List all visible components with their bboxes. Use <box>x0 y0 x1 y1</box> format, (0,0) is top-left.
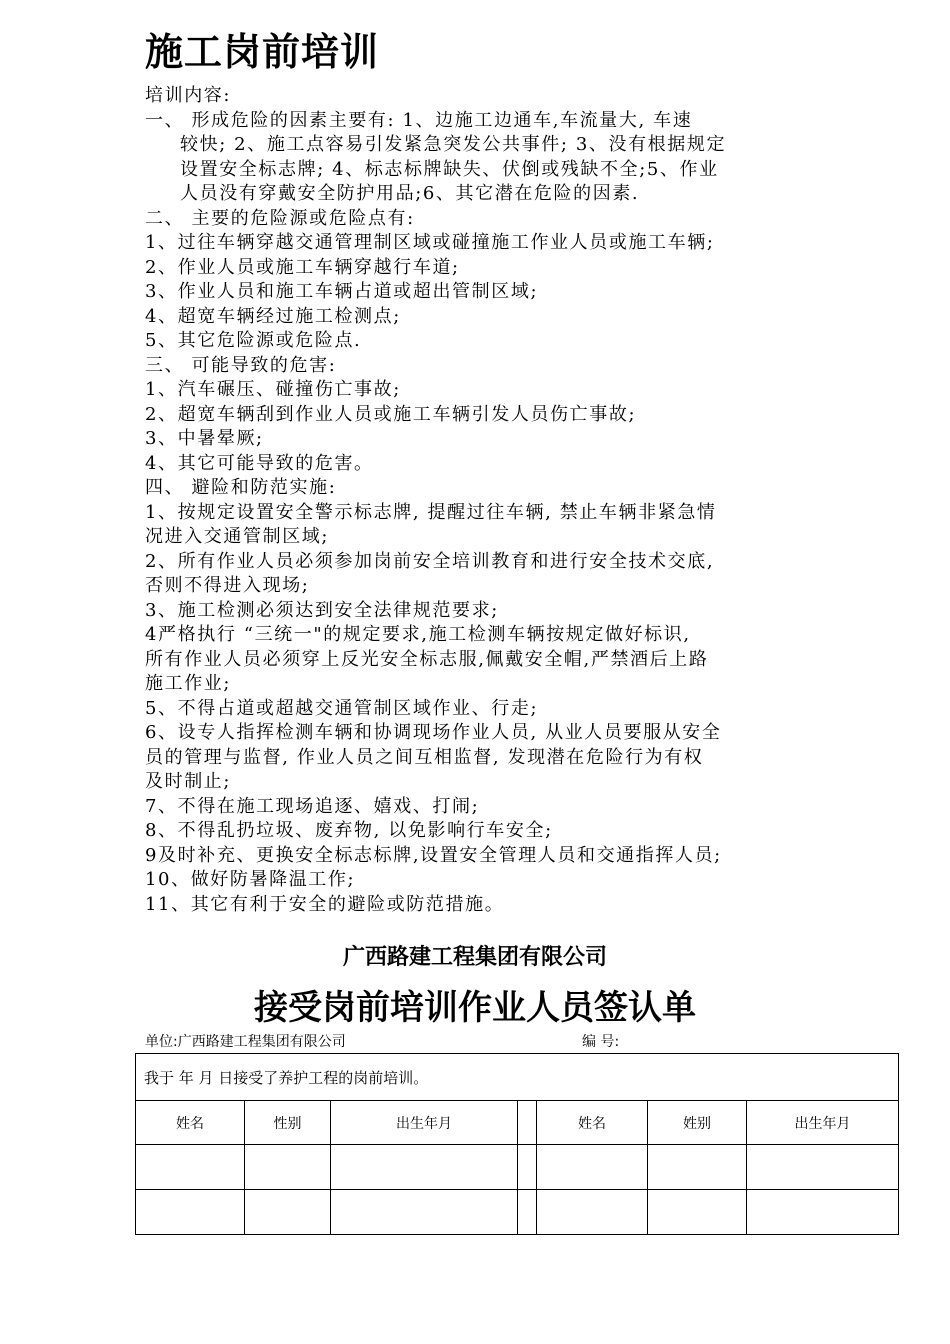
training-content <box>145 84 815 917</box>
number-label: 编 号: <box>582 1034 620 1050</box>
table-cell <box>747 1145 899 1190</box>
sign-table <box>135 1053 899 1235</box>
table-cell <box>648 1145 747 1190</box>
content-line: 9及时补充、更换安全标志标牌,设置安全管理人员和交通指挥人员; <box>145 844 722 866</box>
unit-label: 单位:广西路建工程集团有限公司 <box>145 1034 346 1050</box>
content-line: 8、不得乱扔垃圾、废弃物, 以免影响行车安全; <box>145 820 553 841</box>
document-title: 施工岗前培训 <box>145 29 380 74</box>
table-cell <box>537 1145 648 1190</box>
content-line: 7、不得在施工现场追逐、嬉戏、打闹; <box>145 795 480 817</box>
content-line: 3、中暑晕厥; <box>145 428 264 449</box>
content-line: 2、作业人员或施工车辆穿越行车道; <box>145 256 460 278</box>
content-line: 2、所有作业人员必须参加岗前安全培训教育和进行安全技术交底, <box>145 550 715 572</box>
content-line: 较快; 2、施工点容易引发紧急突发公共事件; 3、没有根据规定 <box>180 134 727 155</box>
table-cell <box>245 1190 331 1235</box>
training-statement: 我于 年 月 日接受了养护工程的岗前培训。 <box>136 1054 899 1101</box>
content-line: 2、超宽车辆刮到作业人员或施工车辆引发人员伤亡事故; <box>145 403 637 425</box>
content-line: 3、施工检测必须达到安全法律规范要求; <box>145 599 499 621</box>
content-line: 否则不得进入现场; <box>145 575 310 596</box>
column-header: 性别 <box>245 1101 331 1145</box>
table-header-row <box>136 1101 899 1145</box>
content-line: 4、其它可能导致的危害。 <box>145 452 374 474</box>
content-line: 10、做好防暑降温工作; <box>145 869 356 890</box>
content-line: 三、 可能导致的危害: <box>145 354 337 376</box>
content-line: 4严格执行 “三统一"的规定要求,施工检测车辆按规定做好标识, <box>145 624 691 645</box>
table-row <box>136 1145 899 1190</box>
content-line: 11、其它有利于安全的避险或防范措施。 <box>145 893 505 915</box>
content-line: 5、不得占道或超越交通管制区域作业、行走; <box>145 697 539 719</box>
content-line: 所有作业人员必须穿上反光安全标志服,佩戴安全帽,严禁酒后上路 <box>145 648 709 670</box>
content-line: 4、超宽车辆经过施工检测点; <box>145 305 401 327</box>
content-line: 二、 主要的危险源或危险点有: <box>145 207 415 229</box>
content-line: 培训内容: <box>145 85 232 106</box>
content-line: 1、按规定设置安全警示标志牌, 提醒过往车辆, 禁止车辆非紧急情 <box>145 501 717 523</box>
content-line: 设置安全标志牌; 4、标志标牌缺失、伏倒或残缺不全;5、作业 <box>180 158 719 180</box>
content-line: 施工作业; <box>145 673 232 694</box>
content-line: 四、 避险和防范实施: <box>145 477 337 498</box>
column-header: 出生年月 <box>747 1101 899 1145</box>
form-title: 接受岗前培训作业人员签认单 <box>254 988 696 1028</box>
table-cell <box>747 1190 899 1235</box>
column-header: 姓名 <box>136 1101 245 1145</box>
table-cell <box>136 1145 245 1190</box>
table-cell <box>518 1190 537 1235</box>
table-cell <box>331 1145 518 1190</box>
content-line: 人员没有穿戴安全防护用品;6、其它潜在危险的因素. <box>180 183 640 204</box>
table-cell <box>136 1190 245 1235</box>
column-header: 姓名 <box>537 1101 648 1145</box>
spacer-cell <box>518 1101 537 1145</box>
content-line: 员的管理与监督, 作业人员之间互相监督, 发现潜在危险行为有权 <box>145 746 704 768</box>
table-row <box>136 1190 899 1235</box>
table-cell <box>537 1190 648 1235</box>
column-header: 出生年月 <box>331 1101 518 1145</box>
content-line: 1、过往车辆穿越交通管理制区域或碰撞施工作业人员或施工车辆; <box>145 232 715 253</box>
column-header: 姓别 <box>648 1101 747 1145</box>
content-line: 6、设专人指挥检测车辆和协调现场作业人员, 从业人员要服从安全 <box>145 722 722 743</box>
table-cell <box>245 1145 331 1190</box>
table-cell <box>648 1190 747 1235</box>
form-meta-row <box>145 1031 845 1053</box>
content-line: 3、作业人员和施工车辆占道或超出管制区域; <box>145 281 539 302</box>
table-cell <box>518 1145 537 1190</box>
content-line: 况进入交通管制区域; <box>145 526 330 547</box>
company-name: 广西路建工程集团有限公司 <box>342 945 607 970</box>
content-line: 5、其它危险源或危险点. <box>145 330 362 351</box>
content-line: 一、 形成危险的因素主要有: 1、边施工边通车,车流量大, 车速 <box>145 109 693 131</box>
table-cell <box>331 1190 518 1235</box>
content-line: 及时制止; <box>145 771 232 792</box>
content-line: 1、汽车碾压、碰撞伤亡事故; <box>145 379 401 400</box>
